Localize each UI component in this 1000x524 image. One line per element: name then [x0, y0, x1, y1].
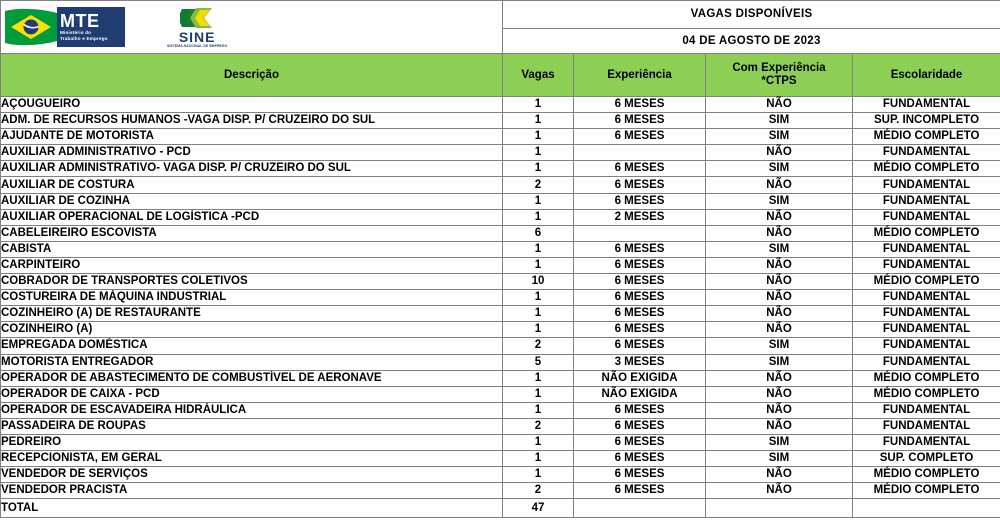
cell-experiencia: 6 MESES — [574, 418, 706, 434]
cell-vagas: 1 — [503, 370, 574, 386]
table-row[interactable] — [1, 241, 1000, 257]
cell-ctps: SIM — [706, 129, 853, 145]
cell-ctps: SIM — [706, 338, 853, 354]
cell-experiencia: 6 MESES — [574, 177, 706, 193]
cell-descricao: OPERADOR DE ESCAVADEIRA HIDRÁULICA — [1, 402, 503, 418]
cell-ctps: SIM — [706, 161, 853, 177]
cell-total-experiencia — [574, 499, 706, 518]
page-date: 04 DE AGOSTO DE 2023 — [503, 28, 1000, 53]
cell-descricao: AUXILIAR DE COZINHA — [1, 193, 503, 209]
table-row[interactable] — [1, 274, 1000, 290]
table-row[interactable] — [1, 338, 1000, 354]
mte-wordmark — [57, 7, 125, 47]
cell-escolaridade: FUNDAMENTAL — [853, 418, 1000, 434]
cell-descricao: ADM. DE RECURSOS HUMANOS -VAGA DISP. P/ CRUZEIRO DO SUL — [1, 113, 503, 129]
cell-experiencia: 6 MESES — [574, 129, 706, 145]
mte-acronym: MTE — [60, 11, 100, 32]
cell-experiencia: 6 MESES — [574, 306, 706, 322]
cell-experiencia: 6 MESES — [574, 322, 706, 338]
cell-escolaridade: MÉDIO COMPLETO — [853, 483, 1000, 499]
cell-vagas: 1 — [503, 209, 574, 225]
cell-ctps: NÃO — [706, 97, 853, 113]
cell-escolaridade: FUNDAMENTAL — [853, 306, 1000, 322]
cell-vagas: 1 — [503, 129, 574, 145]
cell-descricao: PEDREIRO — [1, 434, 503, 450]
table-row[interactable] — [1, 306, 1000, 322]
cell-ctps: NÃO — [706, 290, 853, 306]
cell-descricao: RECEPCIONISTA, EM GERAL — [1, 451, 503, 467]
cell-experiencia: 6 MESES — [574, 257, 706, 273]
cell-ctps: NÃO — [706, 145, 853, 161]
cell-experiencia: NÃO EXIGIDA — [574, 370, 706, 386]
cell-descricao: MOTORISTA ENTREGADOR — [1, 354, 503, 370]
cell-ctps: NÃO — [706, 386, 853, 402]
table-row[interactable] — [1, 257, 1000, 273]
table-row[interactable] — [1, 177, 1000, 193]
cell-escolaridade: MÉDIO COMPLETO — [853, 386, 1000, 402]
cell-descricao: VENDEDOR DE SERVIÇOS — [1, 467, 503, 483]
sine-tagline: SISTEMA NACIONAL DE EMPREGO — [167, 43, 228, 48]
brazil-flag-icon — [5, 7, 57, 47]
cell-ctps: SIM — [706, 241, 853, 257]
cell-escolaridade: MÉDIO COMPLETO — [853, 161, 1000, 177]
cell-escolaridade: FUNDAMENTAL — [853, 338, 1000, 354]
table-row[interactable] — [1, 386, 1000, 402]
cell-descricao: COSTUREIRA DE MÁQUINA INDUSTRIAL — [1, 290, 503, 306]
cell-ctps: SIM — [706, 354, 853, 370]
cell-descricao: COBRADOR DE TRANSPORTES COLETIVOS — [1, 274, 503, 290]
cell-escolaridade: MÉDIO COMPLETO — [853, 370, 1000, 386]
cell-ctps: NÃO — [706, 257, 853, 273]
cell-ctps: SIM — [706, 113, 853, 129]
cell-vagas: 1 — [503, 322, 574, 338]
cell-descricao: AUXILIAR OPERACIONAL DE LOGÌSTICA -PCD — [1, 209, 503, 225]
cell-descricao: COZINHEIRO (A) — [1, 322, 503, 338]
table-row[interactable] — [1, 209, 1000, 225]
table-row[interactable] — [1, 467, 1000, 483]
cell-experiencia: 6 MESES — [574, 161, 706, 177]
cell-experiencia: 6 MESES — [574, 193, 706, 209]
cell-descricao: OPERADOR DE ABASTECIMENTO DE COMBUSTÍVEL DE AERONAVE — [1, 370, 503, 386]
cell-descricao: CARPINTEIRO — [1, 257, 503, 273]
table-row[interactable] — [1, 354, 1000, 370]
cell-vagas: 6 — [503, 225, 574, 241]
cell-ctps: SIM — [706, 434, 853, 450]
cell-experiencia: 6 MESES — [574, 290, 706, 306]
table-row[interactable] — [1, 145, 1000, 161]
table-row[interactable] — [1, 402, 1000, 418]
table-row[interactable] — [1, 193, 1000, 209]
cell-escolaridade: FUNDAMENTAL — [853, 193, 1000, 209]
cell-ctps: NÃO — [706, 177, 853, 193]
sine-wordmark: SINE — [178, 28, 216, 45]
cell-ctps: NÃO — [706, 418, 853, 434]
cell-escolaridade: FUNDAMENTAL — [853, 209, 1000, 225]
column-header-descricao: Descrição — [1, 54, 503, 97]
column-header-vagas: Vagas — [503, 54, 574, 97]
cell-vagas: 1 — [503, 467, 574, 483]
table-row[interactable] — [1, 97, 1000, 113]
cell-experiencia: 6 MESES — [574, 113, 706, 129]
table-body — [1, 97, 1000, 518]
table-row[interactable] — [1, 113, 1000, 129]
header-row-title — [1, 1, 1000, 29]
cell-escolaridade: FUNDAMENTAL — [853, 290, 1000, 306]
cell-escolaridade: SUP. COMPLETO — [853, 451, 1000, 467]
cell-vagas: 1 — [503, 434, 574, 450]
cell-experiencia: NÃO EXIGIDA — [574, 386, 706, 402]
cell-experiencia — [574, 225, 706, 241]
cell-ctps: NÃO — [706, 274, 853, 290]
cell-vagas: 1 — [503, 306, 574, 322]
cell-vagas: 1 — [503, 402, 574, 418]
cell-descricao: OPERADOR DE CAIXA - PCD — [1, 386, 503, 402]
cell-ctps: NÃO — [706, 306, 853, 322]
cell-vagas: 1 — [503, 290, 574, 306]
cell-ctps: SIM — [706, 451, 853, 467]
column-header-experiencia: Experiência — [574, 54, 706, 97]
cell-ctps: NÃO — [706, 225, 853, 241]
cell-vagas: 1 — [503, 386, 574, 402]
cell-vagas: 5 — [503, 354, 574, 370]
cell-descricao: COZINHEIRO (A) DE RESTAURANTE — [1, 306, 503, 322]
mte-subtitle-line1: Ministério do — [60, 30, 92, 36]
cell-vagas: 1 — [503, 451, 574, 467]
cell-total-vagas: 47 — [503, 499, 574, 518]
cell-escolaridade: FUNDAMENTAL — [853, 434, 1000, 450]
table-row[interactable] — [1, 370, 1000, 386]
cell-vagas: 1 — [503, 97, 574, 113]
cell-vagas: 2 — [503, 418, 574, 434]
cell-escolaridade: SUP. INCOMPLETO — [853, 113, 1000, 129]
cell-descricao: AJUDANTE DE MOTORISTA — [1, 129, 503, 145]
cell-experiencia: 2 MESES — [574, 209, 706, 225]
cell-escolaridade: FUNDAMENTAL — [853, 145, 1000, 161]
table-row[interactable] — [1, 225, 1000, 241]
cell-descricao: VENDEDOR PRACISTA — [1, 483, 503, 499]
cell-vagas: 2 — [503, 177, 574, 193]
cell-escolaridade: FUNDAMENTAL — [853, 322, 1000, 338]
table-row[interactable] — [1, 483, 1000, 499]
cell-ctps: NÃO — [706, 483, 853, 499]
cell-vagas: 2 — [503, 338, 574, 354]
cell-descricao: AUXILIAR ADMINISTRATIVO - PCD — [1, 145, 503, 161]
cell-descricao: PASSADEIRA DE ROUPAS — [1, 418, 503, 434]
table-row[interactable] — [1, 290, 1000, 306]
cell-escolaridade: MÉDIO COMPLETO — [853, 274, 1000, 290]
table-row[interactable] — [1, 161, 1000, 177]
mte-logo — [5, 6, 125, 48]
logo-cell — [1, 1, 503, 54]
sine-logo — [167, 4, 227, 50]
cell-escolaridade: FUNDAMENTAL — [853, 177, 1000, 193]
table-row[interactable] — [1, 129, 1000, 145]
table-total-row — [1, 499, 1000, 518]
cell-ctps: NÃO — [706, 209, 853, 225]
cell-total-escolaridade — [853, 499, 1000, 518]
cell-ctps: SIM — [706, 193, 853, 209]
cell-descricao: AÇOUGUEIRO — [1, 97, 503, 113]
cell-descricao: EMPREGADA DOMÉSTICA — [1, 338, 503, 354]
cell-vagas: 1 — [503, 161, 574, 177]
cell-vagas: 1 — [503, 241, 574, 257]
cell-experiencia: 6 MESES — [574, 451, 706, 467]
cell-experiencia: 6 MESES — [574, 483, 706, 499]
cell-escolaridade: MÉDIO COMPLETO — [853, 467, 1000, 483]
cell-descricao: AUXILIAR DE COSTURA — [1, 177, 503, 193]
cell-vagas: 1 — [503, 145, 574, 161]
column-header-escolaridade: Escolaridade — [853, 54, 1000, 97]
cell-total-ctps — [706, 499, 853, 518]
column-header-ctps — [706, 54, 853, 97]
column-header-ctps-line2: *CTPS — [761, 75, 797, 87]
cell-ctps: NÃO — [706, 322, 853, 338]
cell-experiencia — [574, 145, 706, 161]
cell-total-label: TOTAL — [1, 499, 503, 518]
table-row[interactable] — [1, 434, 1000, 450]
cell-vagas: 1 — [503, 193, 574, 209]
cell-escolaridade: FUNDAMENTAL — [853, 257, 1000, 273]
cell-descricao: CABELEIREIRO ESCOVISTA — [1, 225, 503, 241]
column-header-ctps-line1: Com Experiência — [732, 62, 826, 74]
cell-ctps: NÃO — [706, 402, 853, 418]
cell-experiencia: 6 MESES — [574, 241, 706, 257]
cell-descricao: AUXILIAR ADMINISTRATIVO- VAGA DISP. P/ CRUZEIRO DO SUL — [1, 161, 503, 177]
cell-experiencia: 3 MESES — [574, 354, 706, 370]
cell-escolaridade: FUNDAMENTAL — [853, 97, 1000, 113]
cell-vagas: 2 — [503, 483, 574, 499]
sine-arrow-icon — [180, 7, 214, 29]
cell-descricao: CABISTA — [1, 241, 503, 257]
cell-experiencia: 6 MESES — [574, 274, 706, 290]
cell-escolaridade: FUNDAMENTAL — [853, 241, 1000, 257]
cell-experiencia: 6 MESES — [574, 467, 706, 483]
table-row[interactable] — [1, 418, 1000, 434]
cell-ctps: NÃO — [706, 467, 853, 483]
cell-experiencia: 6 MESES — [574, 338, 706, 354]
cell-vagas: 1 — [503, 113, 574, 129]
cell-escolaridade: MÉDIO COMPLETO — [853, 129, 1000, 145]
column-header-row — [1, 54, 1000, 97]
cell-vagas: 1 — [503, 257, 574, 273]
table-row[interactable] — [1, 451, 1000, 467]
cell-ctps: NÃO — [706, 370, 853, 386]
page-title: VAGAS DISPONÍVEIS — [503, 1, 1000, 29]
cell-experiencia: 6 MESES — [574, 434, 706, 450]
cell-escolaridade: FUNDAMENTAL — [853, 354, 1000, 370]
cell-experiencia: 6 MESES — [574, 97, 706, 113]
table-row[interactable] — [1, 322, 1000, 338]
cell-vagas: 10 — [503, 274, 574, 290]
cell-experiencia: 6 MESES — [574, 402, 706, 418]
cell-escolaridade: FUNDAMENTAL — [853, 402, 1000, 418]
cell-escolaridade: MÉDIO COMPLETO — [853, 225, 1000, 241]
mte-subtitle-line2: Trabalho e Emprego — [60, 35, 108, 41]
